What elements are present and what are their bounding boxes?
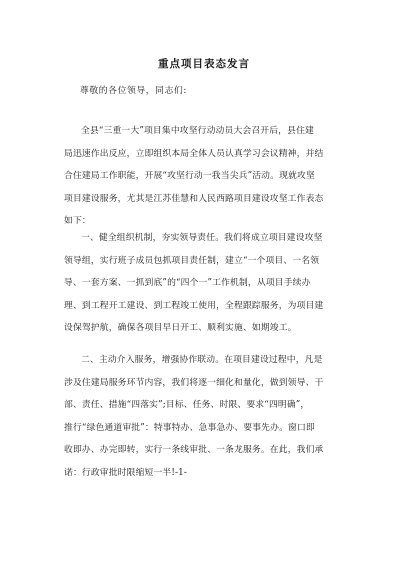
- text-line: 二、主动介入服务，增强协作联动。在项目建设过程中，凡是: [81, 355, 323, 365]
- text-line: 项目建设服务，尤其是江苏佳慧和人民西路项目建设攻坚工作表态: [64, 193, 324, 204]
- salutation: 尊敬的各位领导，同志们:: [80, 86, 187, 96]
- text-line: 导、一套方案、一抓到底”的“四个一”工作机制，从项目手续办: [64, 278, 311, 288]
- text-line: 设保驾护航，确保各项目早日开工、顺利实施、如期竣工。: [64, 323, 297, 333]
- text-line: 一、健全组织机制，夯实领导责任。我们将成立项目建设攻坚: [81, 233, 323, 243]
- text-line-last: [64, 462, 344, 485]
- page-number: !-1-: [171, 467, 188, 478]
- text-line: 涉及住建局服务环节内容，我们将逐一细化和量化，做到领导、干: [64, 377, 324, 388]
- paragraph-section-1: [64, 227, 344, 340]
- text-line: 收即办、办完即转，实行一条线审批、一条龙服务。在此，我们承: [64, 445, 324, 455]
- text-line: 局迅速作出反应，立即组织本局全体人员认真学习会议精神，并结: [64, 148, 324, 159]
- text-line: 部、责任、措施“四落实”;目标、任务、时限、要求“四明确”，: [64, 400, 310, 410]
- text-line: 全县“三重一大”项目集中攻坚行动动员大会召开后，县住建: [81, 126, 314, 136]
- paragraph-intro: [64, 120, 344, 233]
- text-line-fragment: 诺：行政审批时限缩短一半: [64, 467, 172, 478]
- text-line: 领导组，实行班子成员包抓项目责任制，建立“一个项目、一名领: [64, 255, 320, 266]
- document-title: 重点项目表态发言: [158, 58, 250, 70]
- text-line: 理、到工程开工建设、到工程竣工使用，全程跟踪服务，为项目建: [64, 300, 324, 311]
- text-line: 如下：: [64, 216, 91, 226]
- text-line: 合住建局工作职能，开展“攻坚行动一我当尖兵”活动。现就攻坚: [64, 171, 315, 181]
- paragraph-section-2: [64, 349, 344, 484]
- text-line: 推行“绿色通道审批”：特事特办、急事急办、要事先办。窗口即: [64, 422, 315, 433]
